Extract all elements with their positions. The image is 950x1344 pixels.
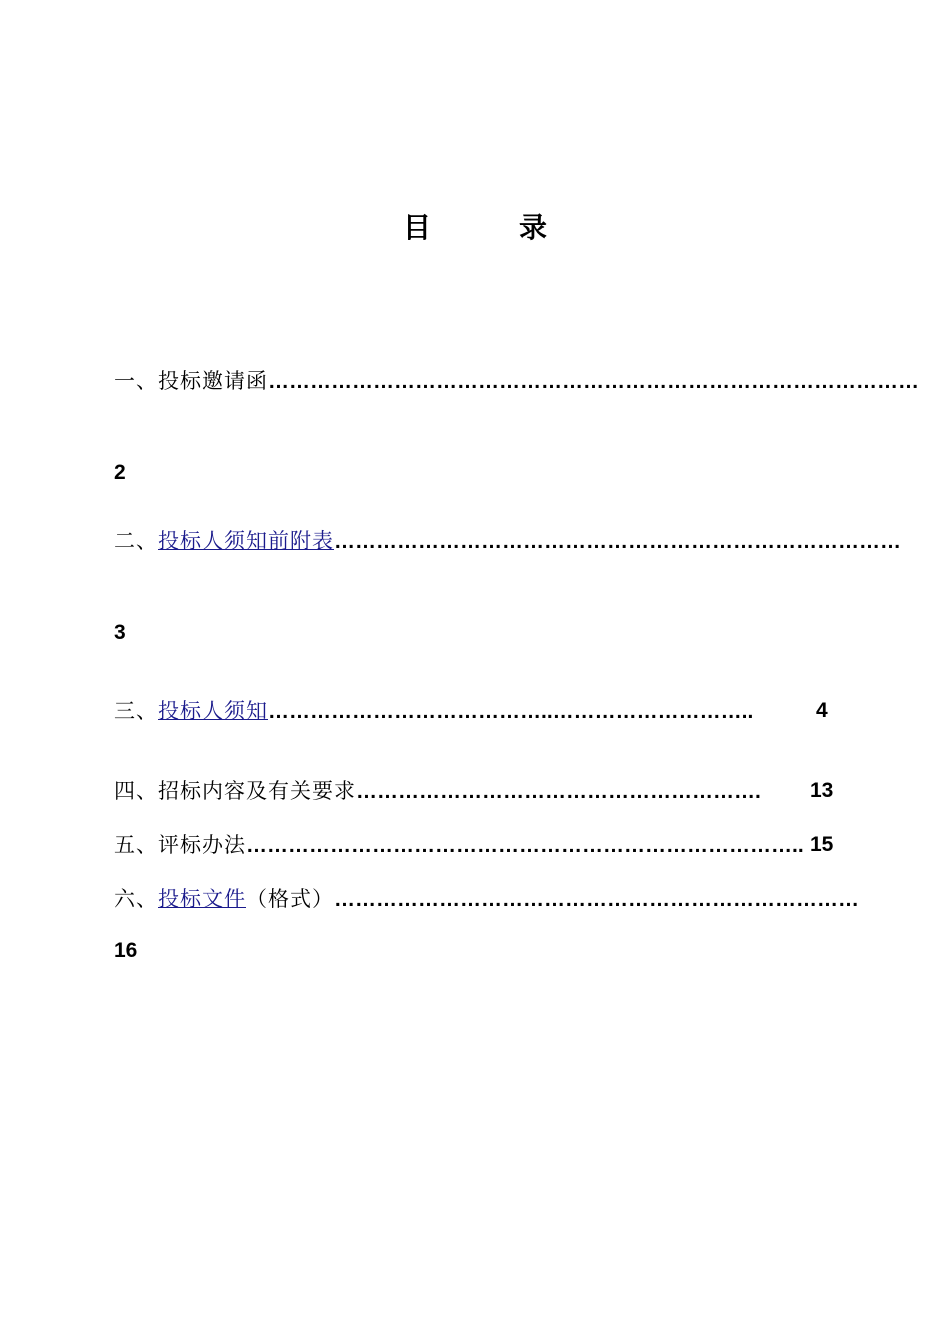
toc-entry-1-page: 2: [114, 461, 126, 484]
toc-entry-label: 评标办法: [158, 833, 246, 857]
toc-entry-6[interactable]: [114, 882, 859, 916]
toc-entry-prefix: 六、: [114, 887, 158, 911]
toc-leader-dots: ………………………………………………………………………: [334, 530, 901, 553]
toc-entry-suffix: （格式）: [246, 887, 334, 911]
toc-leader-dots: ………………………………………………….: [356, 780, 761, 803]
toc-entry-4-page: 13: [810, 779, 834, 802]
toc-entry-prefix: 三、: [114, 699, 158, 723]
toc-entry-prefix: 四、: [114, 779, 158, 803]
toc-entry-prefix: 二、: [114, 529, 158, 553]
toc-entry-3-page: 4: [816, 699, 828, 722]
toc-entry-2-page: 3: [114, 621, 126, 644]
page-title: 目 录: [402, 211, 577, 244]
toc-entry-link[interactable]: 投标文件: [158, 887, 246, 911]
toc-entry-5[interactable]: [114, 828, 808, 862]
toc-entry-link[interactable]: 投标人须知: [158, 699, 268, 723]
toc-entry-1[interactable]: [114, 364, 919, 398]
toc-entry-label: 招标内容及有关要求: [158, 779, 356, 803]
toc-entry-5-page: 15: [810, 833, 834, 856]
toc-leader-dots: ……………………………………………………………………..: [246, 834, 804, 857]
toc-entry-6-page: 16: [114, 939, 138, 962]
toc-entry-4[interactable]: [114, 774, 808, 808]
toc-entry-prefix: 五、: [114, 833, 158, 857]
toc-entry-label: 投标邀请函: [158, 369, 268, 393]
toc-entry-link[interactable]: 投标人须知前附表: [158, 529, 334, 553]
toc-entry-prefix: 一、: [114, 369, 158, 393]
toc-entry-3[interactable]: [114, 694, 838, 728]
toc-entry-2[interactable]: [114, 524, 901, 558]
toc-leader-dots: …………………………………………………………………: [334, 888, 859, 911]
toc-leader-dots: …………………………………………………………………………………: [268, 370, 919, 393]
toc-leader-dots: …………………………………..………………………..: [268, 700, 754, 723]
